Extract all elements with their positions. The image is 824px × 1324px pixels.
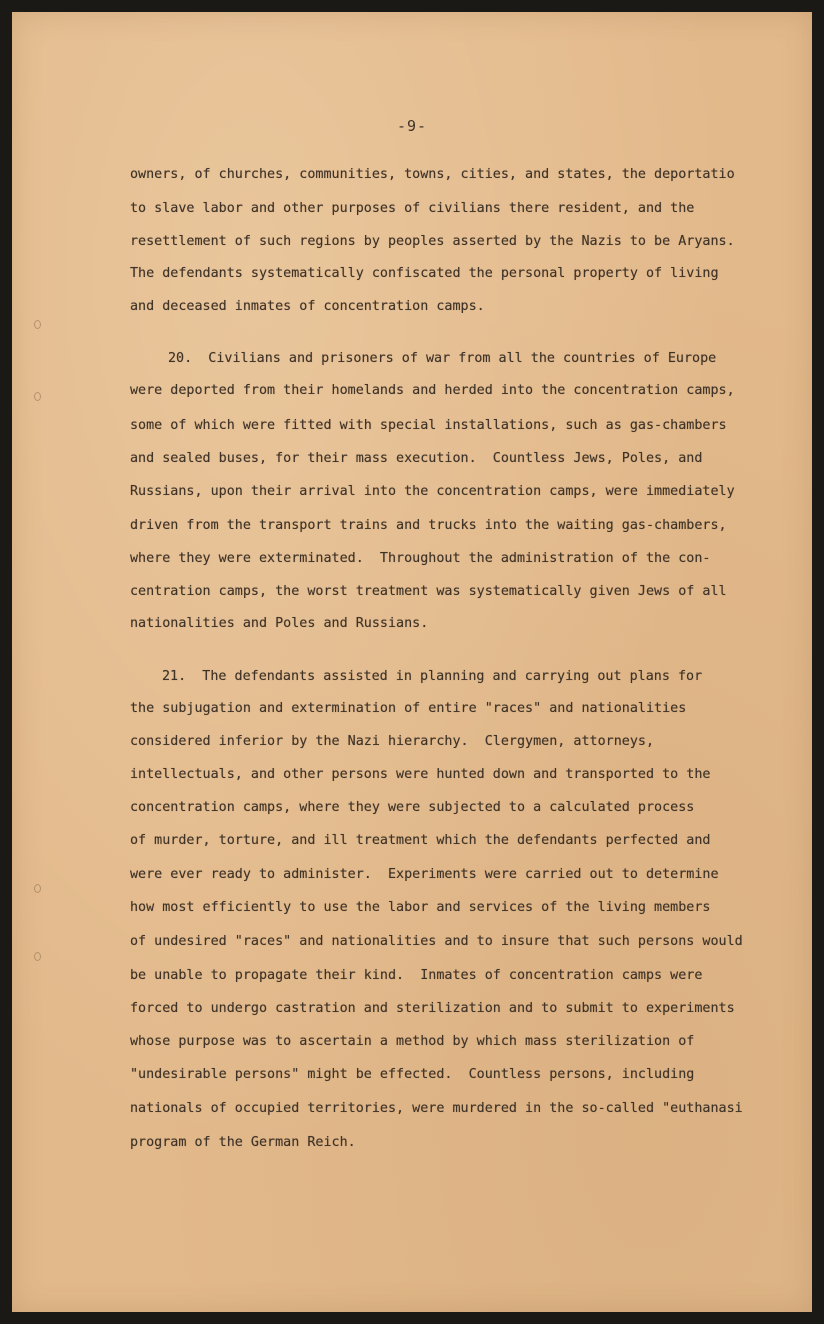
text-line: centration camps, the worst treatment was systematically given Jews of all [130,584,727,599]
text-line: of undesired "races" and nationalities and to insure that such persons would [130,934,743,949]
text-line: some of which were fitted with special installations, such as gas-chambers [130,418,727,433]
text-line: be unable to propagate their kind. Inmates of concentration camps were [130,968,703,983]
text-line: forced to undergo castration and sterilization and to submit to experiments [130,1001,735,1016]
text-line: were deported from their homelands and herded into the concentration camps, [130,383,735,398]
text-line: considered inferior by the Nazi hierarchy. Clergymen, attorneys, [130,734,655,749]
text-line: concentration camps, where they were subjected to a calculated process [130,800,695,815]
text-line: resettlement of such regions by peoples asserted by the Nazis to be Aryans. [130,234,735,249]
text-line: program of the German Reich. [130,1135,356,1150]
text-line: were ever ready to administer. Experiments were carried out to determine [130,867,719,882]
text-line: Russians, upon their arrival into the concentration camps, were immediately [130,484,735,499]
paragraph-21-first-line: 21. The defendants assisted in planning and carrying out plans for [162,669,703,684]
text-line: and sealed buses, for their mass execution. Countless Jews, Poles, and [130,451,703,466]
text-line: where they were exterminated. Throughout the administration of the con- [130,551,711,566]
text-line: driven from the transport trains and trucks into the waiting gas-chambers, [130,518,727,533]
text-line: "undesirable persons" might be effected. Countless persons, including [130,1067,695,1082]
text-line: to slave labor and other purposes of civilians there resident, and the [130,201,695,216]
text-line: how most efficiently to use the labor and services of the living members [130,900,711,915]
margin-punch-mark [34,952,41,961]
text-line: nationalities and Poles and Russians. [130,616,429,631]
paragraph-20-first-line: 20. Civilians and prisoners of war from all the countries of Europe [168,351,717,366]
text-line: nationals of occupied territories, were murdered in the so-called "euthanasi [130,1101,743,1116]
text-line: The defendants systematically confiscated the personal property of living [130,266,719,281]
text-line: whose purpose was to ascertain a method by which mass sterilization of [130,1034,695,1049]
text-line: and deceased inmates of concentration camps. [130,299,485,314]
text-line: the subjugation and extermination of entire "races" and nationalities [130,701,687,716]
text-line: of murder, torture, and ill treatment which the defendants perfected and [130,833,711,848]
text-line: owners, of churches, communities, towns, cities, and states, the deportatio [130,167,735,182]
page-number: -9- [396,117,428,135]
document-page [12,12,812,1312]
text-line: intellectuals, and other persons were hunted down and transported to the [130,767,711,782]
margin-punch-mark [34,320,41,329]
